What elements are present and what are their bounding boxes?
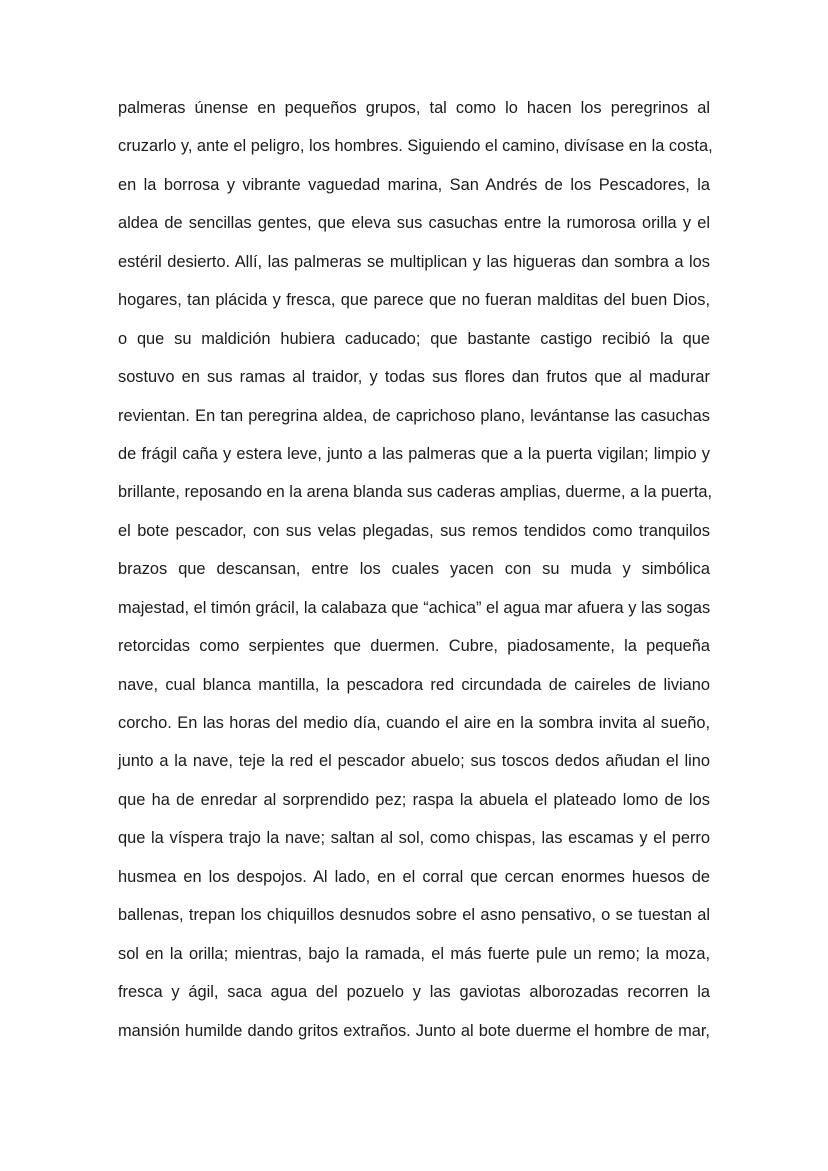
text-line: que la víspera trajo la nave; saltan al sol, como chispas, las escamas y el perro xyxy=(118,829,710,848)
text-line: de frágil caña y estera leve, junto a las palmeras que a la puerta vigilan; limpio y xyxy=(118,444,710,463)
text-line: majestad, el timón grácil, la calabaza que “achica” el agua mar afuera y las sogas xyxy=(118,598,711,617)
text-line: sol en la orilla; mientras, bajo la ramada, el más fuerte pule un remo; la moza, xyxy=(118,944,710,963)
text-line: en la borrosa y vibrante vaguedad marina, San Andrés de los Pescadores, la xyxy=(118,175,710,194)
text-line: brillante, reposando en la arena blanda sus caderas amplias, duerme, a la puerta, xyxy=(118,483,713,502)
text-line: aldea de sencillas gentes, que eleva sus casuchas entre la rumorosa orilla y el xyxy=(118,214,710,233)
text-line: brazos que descansan, entre los cuales yacen con su muda y simbólica xyxy=(118,560,710,579)
text-line: el bote pescador, con sus velas plegadas, sus remos tendidos como tranquilos xyxy=(118,521,710,540)
text-line: cruzarlo y, ante el peligro, los hombres. Siguiendo el camino, divísase en la costa, xyxy=(118,137,713,156)
body-paragraph xyxy=(118,94,713,1055)
text-line: junto a la nave, teje la red el pescador abuelo; sus toscos dedos añudan el lino xyxy=(118,752,710,771)
text-line: corcho. En las horas del medio día, cuando el aire en la sombra invita al sueño, xyxy=(118,714,710,732)
text-line: hogares, tan plácida y fresca, que parece que no fueran malditas del buen Dios, xyxy=(118,291,710,310)
text-line: o que su maldición hubiera caducado; que bastante castigo recibió la que xyxy=(118,329,710,348)
text-line: fresca y ágil, saca agua del pozuelo y las gaviotas alborozadas recorren la xyxy=(118,983,710,1002)
text-line: palmeras únense en pequeños grupos, tal como lo hacen los peregrinos al xyxy=(118,99,710,117)
text-line: estéril desierto. Allí, las palmeras se multiplican y las higueras dan sombra a los xyxy=(118,252,710,271)
text-line: mansión humilde dando gritos extraños. Junto al bote duerme el hombre de mar, xyxy=(118,1021,710,1040)
text-line: husmea en los despojos. Al lado, en el corral que cercan enormes huesos de xyxy=(118,867,710,886)
text-line: retorcidas como serpientes que duermen. Cubre, piadosamente, la pequeña xyxy=(118,637,710,656)
text-line: revientan. En tan peregrina aldea, de caprichoso plano, levántanse las casuchas xyxy=(118,406,710,425)
text-line: ballenas, trepan los chiquillos desnudos sobre el asno pensativo, o se tuestan al xyxy=(118,906,710,925)
text-line: sostuvo en sus ramas al traidor, y todas sus flores dan frutos que al madurar xyxy=(118,368,710,387)
text-line: nave, cual blanca mantilla, la pescadora red circundada de caireles de liviano xyxy=(118,675,710,694)
text-line: que ha de enredar al sorprendido pez; raspa la abuela el plateado lomo de los xyxy=(118,790,710,809)
